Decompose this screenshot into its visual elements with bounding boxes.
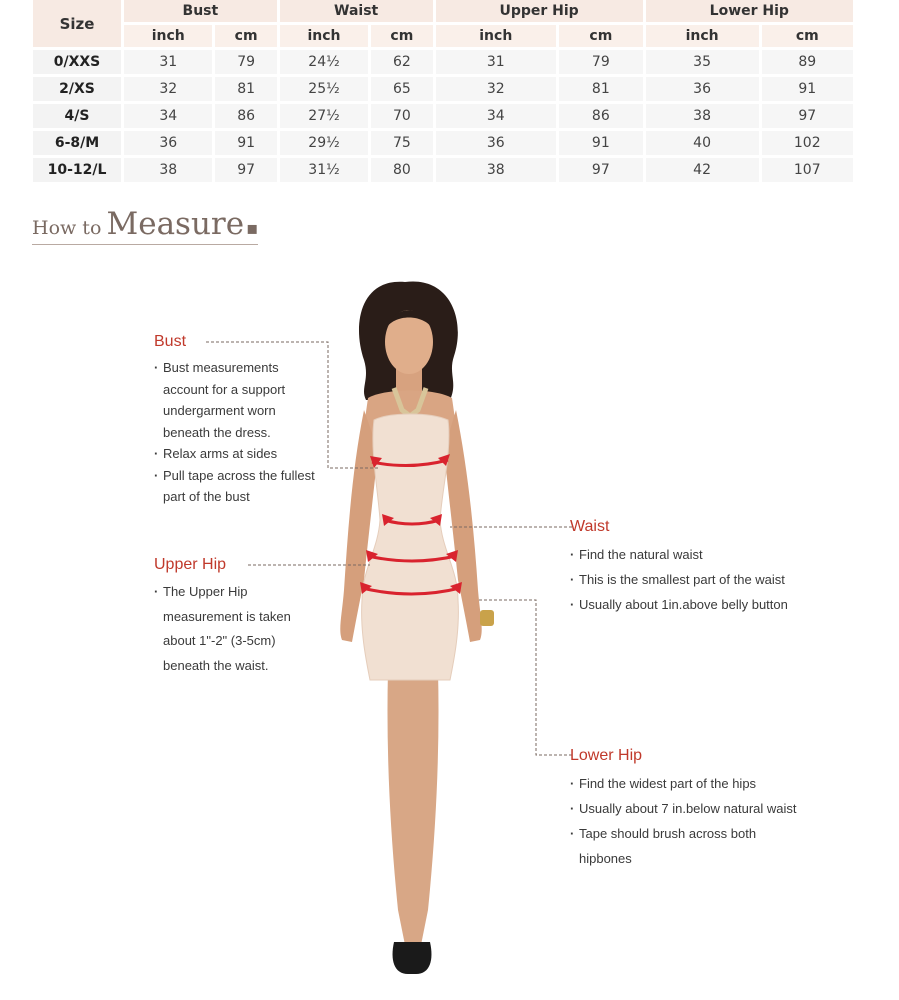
size-column-header: Size: [33, 0, 121, 47]
measurement-cell: 70: [371, 104, 432, 128]
measurement-cell: 27½: [280, 104, 368, 128]
measurement-cell: 91: [559, 131, 643, 155]
measurement-cell: 86: [215, 104, 276, 128]
unit-header-cm: cm: [215, 25, 276, 47]
upper-hip-annotation-title: Upper Hip: [154, 556, 227, 573]
list-item: · Usually about 1in.above belly button: [570, 592, 800, 617]
measurement-cell: 24½: [280, 50, 368, 74]
list-item: · Bust measurements account for a support undergarment worn beneath the dress.: [154, 357, 324, 443]
upper-hip-annotation-list: [154, 580, 324, 678]
list-item: · Find the natural waist: [570, 542, 800, 567]
measurement-cell: 42: [646, 158, 759, 182]
title-main: Measure: [106, 206, 245, 242]
measurement-cell: 31: [124, 50, 212, 74]
list-item: · Usually about 7 in.below natural waist: [570, 796, 810, 821]
measurement-cell: 107: [762, 158, 853, 182]
measurement-cell: 102: [762, 131, 853, 155]
measurement-cell: 89: [762, 50, 853, 74]
lower-hip-column-header: Lower Hip: [646, 0, 853, 22]
list-item: · Find the widest part of the hips: [570, 771, 810, 796]
measurement-cell: 36: [124, 131, 212, 155]
size-label-cell: 0/XXS: [33, 50, 121, 74]
measurement-cell: 91: [215, 131, 276, 155]
size-label-cell: 2/XS: [33, 77, 121, 101]
measurement-cell: 65: [371, 77, 432, 101]
measurement-cell: 32: [124, 77, 212, 101]
measurement-cell: 32: [436, 77, 557, 101]
measurement-cell: 25½: [280, 77, 368, 101]
lower-hip-annotation-title: Lower Hip: [570, 747, 643, 764]
measurement-cell: 29½: [280, 131, 368, 155]
measurement-cell: 31: [436, 50, 557, 74]
measurement-cell: 91: [762, 77, 853, 101]
measurement-cell: 35: [646, 50, 759, 74]
upper-hip-annotation: [154, 556, 324, 678]
measurement-cell: 79: [559, 50, 643, 74]
measurement-cell: 97: [559, 158, 643, 182]
lower-hip-leader-line: [478, 600, 572, 755]
measurement-cell: 97: [215, 158, 276, 182]
bust-annotation: [154, 333, 324, 508]
unit-header-inch: inch: [280, 25, 368, 47]
lower-hip-annotation-list: [570, 771, 810, 871]
unit-header-cm: cm: [371, 25, 432, 47]
measurement-cell: 36: [436, 131, 557, 155]
measurement-cell: 38: [646, 104, 759, 128]
measurement-cell: 80: [371, 158, 432, 182]
measurement-cell: 34: [124, 104, 212, 128]
lower-hip-annotation: [570, 747, 810, 871]
measurement-cell: 38: [436, 158, 557, 182]
waist-annotation-title: Waist: [570, 518, 610, 535]
unit-header-inch: inch: [124, 25, 212, 47]
measurement-cell: 62: [371, 50, 432, 74]
upper-hip-column-header: Upper Hip: [436, 0, 643, 22]
bust-annotation-list: [154, 357, 324, 508]
bust-annotation-title: Bust: [154, 333, 187, 350]
list-item: · This is the smallest part of the waist: [570, 567, 800, 592]
list-item: · The Upper Hip measurement is taken about 1"-2" (3-5cm) beneath the waist.: [154, 580, 324, 678]
unit-header-inch: inch: [646, 25, 759, 47]
waist-column-header: Waist: [280, 0, 433, 22]
measurement-cell: 75: [371, 131, 432, 155]
unit-header-cm: cm: [559, 25, 643, 47]
title-prefix: How to: [32, 217, 102, 239]
size-label-cell: 10-12/L: [33, 158, 121, 182]
list-item: · Relax arms at sides: [154, 443, 324, 465]
measurement-cell: 81: [215, 77, 276, 101]
unit-header-inch: inch: [436, 25, 557, 47]
size-label-cell: 4/S: [33, 104, 121, 128]
measurement-cell: 31½: [280, 158, 368, 182]
title-ornament-icon: ▪: [246, 218, 259, 239]
measurement-cell: 97: [762, 104, 853, 128]
measurement-cell: 40: [646, 131, 759, 155]
measurement-cell: 86: [559, 104, 643, 128]
measurement-cell: 38: [124, 158, 212, 182]
bust-column-header: Bust: [124, 0, 277, 22]
measurement-cell: 79: [215, 50, 276, 74]
list-item: · Pull tape across the fullest part of the bust: [154, 465, 324, 508]
measurement-cell: 34: [436, 104, 557, 128]
list-item: · Tape should brush across both hipbones: [570, 821, 810, 871]
unit-header-cm: cm: [762, 25, 853, 47]
size-label-cell: 6-8/M: [33, 131, 121, 155]
waist-annotation: [570, 518, 800, 617]
measurement-cell: 81: [559, 77, 643, 101]
measurement-cell: 36: [646, 77, 759, 101]
waist-annotation-list: [570, 542, 800, 617]
